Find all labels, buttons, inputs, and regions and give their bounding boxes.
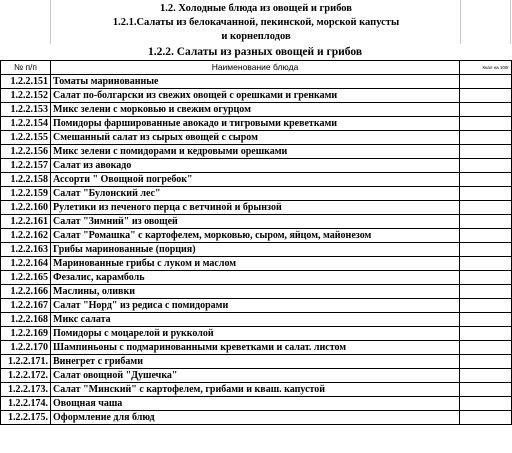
dish-kcal bbox=[460, 159, 512, 173]
dish-number: 1.2.2.163 bbox=[1, 243, 51, 257]
dish-number: 1.2.2.172. bbox=[1, 369, 51, 383]
dish-name: Микс зелени с морковью и свежим огурцом bbox=[51, 103, 460, 117]
dish-number: 1.2.2.153 bbox=[1, 103, 51, 117]
dish-number: 1.2.2.157 bbox=[1, 159, 51, 173]
dish-kcal bbox=[460, 215, 512, 229]
dish-name: Микс салата bbox=[51, 313, 460, 327]
dish-kcal bbox=[460, 229, 512, 243]
table-row bbox=[1, 173, 512, 187]
dish-number: 1.2.2.152 bbox=[1, 89, 51, 103]
heading-line-1: 1.2. Холодные блюда из овощей и грибов bbox=[160, 3, 352, 14]
table-row bbox=[1, 369, 512, 383]
dish-name: Смешанный салат из сырых овощей с сыром bbox=[51, 131, 460, 145]
table-row bbox=[1, 145, 512, 159]
table-row bbox=[1, 299, 512, 313]
dish-number: 1.2.2.171. bbox=[1, 355, 51, 369]
table-row bbox=[1, 103, 512, 117]
dish-name: Салат по-болгарски из свежих овощей с орешками и гренками bbox=[51, 89, 460, 103]
table-row bbox=[1, 159, 512, 173]
dish-kcal bbox=[460, 271, 512, 285]
section-title: 1.2.2. Салаты из разных овощей и грибов bbox=[147, 46, 363, 58]
dish-number: 1.2.2.166 bbox=[1, 285, 51, 299]
dish-name: Салат "Ромашка" с картофелем, морковью, сыром, яйцом, майонезом bbox=[51, 229, 460, 243]
dish-kcal bbox=[460, 411, 512, 425]
table-row bbox=[1, 285, 512, 299]
dish-kcal bbox=[460, 327, 512, 341]
dish-kcal bbox=[460, 257, 512, 271]
dish-name: Салат "Минский" с картофелем, грибами и кваш. капустой bbox=[51, 383, 460, 397]
dish-number: 1.2.2.155 bbox=[1, 131, 51, 145]
dish-name: Маслины, оливки bbox=[51, 285, 460, 299]
dish-name: Помидоры с моцарелой и рукколой bbox=[51, 327, 460, 341]
dish-kcal bbox=[460, 187, 512, 201]
table-row bbox=[1, 243, 512, 257]
dish-name: Салат из авокадо bbox=[51, 159, 460, 173]
dish-kcal bbox=[460, 201, 512, 215]
dish-name: Рулетики из печеного перца с ветчиной и брынзой bbox=[51, 201, 460, 215]
dish-kcal bbox=[460, 145, 512, 159]
dish-name: Овощная чаша bbox=[51, 397, 460, 411]
dish-name: Маринованные грибы с луком и маслом bbox=[51, 257, 460, 271]
dish-name: Салат "Норд" из редиса с помидорами bbox=[51, 299, 460, 313]
table-row bbox=[1, 327, 512, 341]
table-row bbox=[1, 397, 512, 411]
dish-name: Салат овощной "Душечка" bbox=[51, 369, 460, 383]
table-row bbox=[1, 257, 512, 271]
dish-name: Салат "Зимний" из овощей bbox=[51, 215, 460, 229]
table-row bbox=[1, 411, 512, 425]
dish-number: 1.2.2.170 bbox=[1, 341, 51, 355]
dish-number: 1.2.2.167 bbox=[1, 299, 51, 313]
dish-kcal bbox=[460, 369, 512, 383]
table-row bbox=[1, 383, 512, 397]
table-row bbox=[1, 215, 512, 229]
dish-name: Томаты маринованные bbox=[51, 75, 460, 89]
table-row bbox=[1, 117, 512, 131]
dish-name: Фезалис, карамболь bbox=[51, 271, 460, 285]
dish-number: 1.2.2.168 bbox=[1, 313, 51, 327]
dish-number: 1.2.2.158 bbox=[1, 173, 51, 187]
table-row bbox=[1, 201, 512, 215]
column-header-num: № п/п bbox=[1, 61, 51, 75]
dish-kcal bbox=[460, 131, 512, 145]
dish-number: 1.2.2.175. bbox=[1, 411, 51, 425]
dish-number: 1.2.2.156 bbox=[1, 145, 51, 159]
dish-number: 1.2.2.173. bbox=[1, 383, 51, 397]
dish-kcal bbox=[460, 173, 512, 187]
dish-kcal bbox=[460, 243, 512, 257]
dish-number: 1.2.2.160 bbox=[1, 201, 51, 215]
dish-name: Салат "Булонский лес" bbox=[51, 187, 460, 201]
table-row bbox=[1, 75, 512, 89]
heading-line-3: и корнеплодов bbox=[221, 31, 291, 42]
table-row bbox=[1, 89, 512, 103]
dish-number: 1.2.2.154 bbox=[1, 117, 51, 131]
dish-kcal bbox=[460, 117, 512, 131]
table-header-row bbox=[1, 61, 512, 75]
heading-line-2: 1.2.1.Салаты из белокачанной, пекинской, морской капусты bbox=[112, 17, 400, 28]
dish-name: Винегрет с грибами bbox=[51, 355, 460, 369]
table-row bbox=[1, 187, 512, 201]
table-row bbox=[1, 229, 512, 243]
dish-kcal bbox=[460, 397, 512, 411]
dish-name: Микс зелени с помидорами и кедровыми орешками bbox=[51, 145, 460, 159]
table-row bbox=[1, 313, 512, 327]
dish-kcal bbox=[460, 313, 512, 327]
dish-name: Шампиньоны с подмаринованными креветками и салат. листом bbox=[51, 341, 460, 355]
dish-kcal bbox=[460, 103, 512, 117]
dish-number: 1.2.2.164 bbox=[1, 257, 51, 271]
dish-kcal bbox=[460, 355, 512, 369]
table-row bbox=[1, 131, 512, 145]
dish-number: 1.2.2.169 bbox=[1, 327, 51, 341]
dish-kcal bbox=[460, 285, 512, 299]
dish-number: 1.2.2.162 bbox=[1, 229, 51, 243]
dish-number: 1.2.2.161 bbox=[1, 215, 51, 229]
dish-number: 1.2.2.165 bbox=[1, 271, 51, 285]
dish-name: Ассорти " Овощной погребок" bbox=[51, 173, 460, 187]
dish-kcal bbox=[460, 341, 512, 355]
dish-kcal bbox=[460, 383, 512, 397]
dish-number: 1.2.2.151 bbox=[1, 75, 51, 89]
dish-name: Оформление для блюд bbox=[51, 411, 460, 425]
table-row bbox=[1, 341, 512, 355]
table-row bbox=[1, 355, 512, 369]
dish-number: 1.2.2.174. bbox=[1, 397, 51, 411]
dish-number: 1.2.2.159 bbox=[1, 187, 51, 201]
dish-kcal bbox=[460, 75, 512, 89]
dish-table bbox=[0, 60, 512, 425]
column-header-name: Наименование блюда bbox=[51, 61, 460, 75]
dish-name: Помидоры фаршированные авокадо и тигровыми креветками bbox=[51, 117, 460, 131]
dish-name: Грибы маринованные (порция) bbox=[51, 243, 460, 257]
dish-kcal bbox=[460, 299, 512, 313]
column-header-kcal: Ккал на 100г bbox=[460, 61, 512, 75]
table-row bbox=[1, 271, 512, 285]
dish-kcal bbox=[460, 89, 512, 103]
